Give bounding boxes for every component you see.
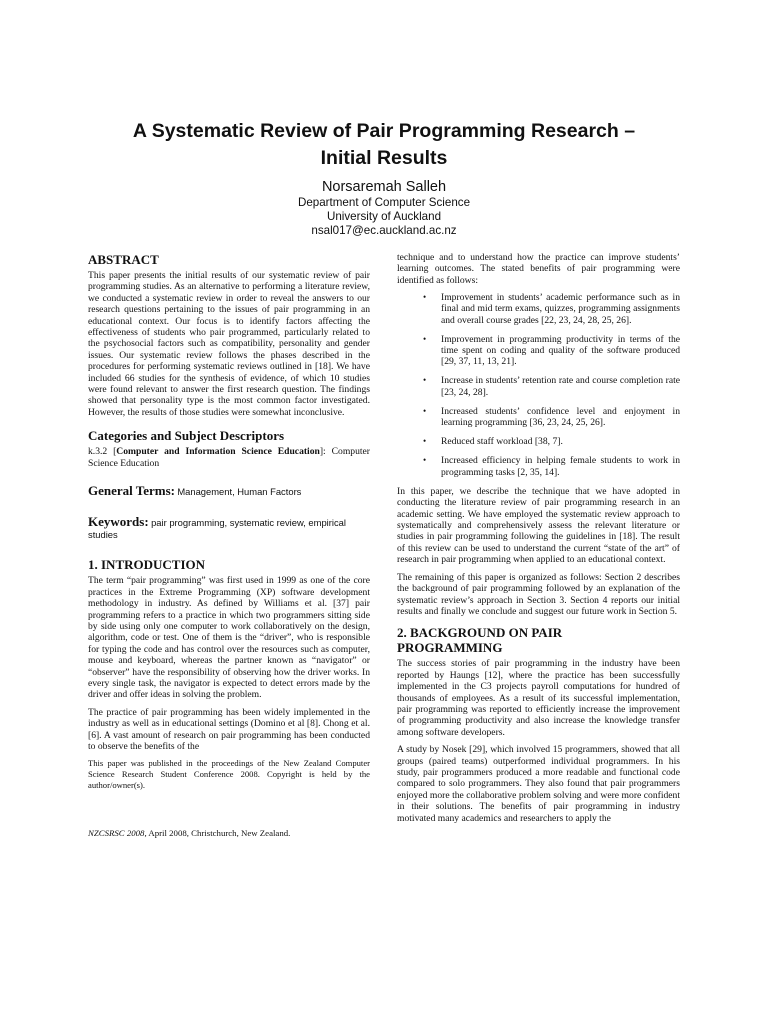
- bullet-icon: •: [423, 292, 427, 303]
- background-heading-line-1: 2. BACKGROUND ON PAIR: [397, 625, 563, 641]
- benefits-intro: technique and to understand how the practice can improve students’ learning outcomes. The stated benefits of pair programming were identified as follows:: [397, 252, 680, 286]
- list-item: • Increased efficiency in helping female students to work in programming tasks [2, 35, 14].: [423, 455, 680, 478]
- categories-rest: ]: Computer Science Education: [88, 446, 370, 469]
- keywords: [88, 513, 370, 542]
- paper-title: [70, 118, 698, 172]
- categories-text: [88, 446, 370, 469]
- introduction-p2: The practice of pair programming has been widely implemented in the industry as well as in educational settings (Domino et al [8]. Chong et al. [6]. A vast amount of research on pair programming has been conducted to observe the benefits of the: [88, 706, 370, 752]
- general-terms: [88, 485, 370, 499]
- keywords-heading: Keywords:: [88, 513, 149, 529]
- venue-name: NZCSRSC 2008: [88, 828, 145, 839]
- background-heading: [397, 625, 680, 655]
- list-item: • Increase in students’ retention rate and course completion rate [23, 24, 28].: [423, 375, 680, 398]
- categories-code: k.3.2 [: [88, 446, 117, 458]
- background-p1: The success stories of pair programming in the industry have been reported by Haungs [12], where the practice has been successfully implemented in the C3 projects payroll computations for hundred of thousands of employees. As a result of its successful implementation, pair programming was reported to efficiently increase the improvement of programming productivity and also increase the knowledge transfer among software developers.: [397, 658, 680, 738]
- general-terms-text: Management, Human Factors: [177, 486, 302, 498]
- general-terms-heading: General Terms:: [88, 483, 176, 499]
- organization-paragraph: The remaining of this paper is organized as follows: Section 2 describes the background of pair programming followed by an explanation of the systematic review’s approach in Section 3. Section 4 reports our initial results and finally we conclude and suggest our future work in Section 5.: [397, 571, 680, 617]
- author-email: nsal017@ec.auckland.ac.nz: [311, 223, 457, 237]
- list-item: • Increased students’ confidence level and enjoyment in learning programming [36, 23, 24, 25, 26].: [423, 405, 680, 429]
- background-p2: A study by Nosek [29], which involved 15 programmers, showed that all groups (paired teams) outperformed individual programmers. In his study, pair programmers produced a more readable and functional code compared to solo programmers. They also found that pair programmers enjoyed more the collaborative problem solving and were more confident in their solutions. The benefits of pair programming in industry motivated many academics and researchers to apply the: [397, 744, 680, 824]
- department: Department of Computer Science: [297, 196, 471, 209]
- categories-heading: Categories and Subject Descriptors: [88, 428, 285, 444]
- benefits-list: [397, 292, 680, 478]
- abstract-heading: ABSTRACT: [88, 252, 159, 267]
- affiliation: [84, 196, 684, 237]
- list-item: • Improvement in students’ academic performance such as in final and mid term exams, quizzes, programming assignments and overall course grades [22, 23, 24, 28, 25, 26].: [423, 292, 680, 326]
- bullet-icon: •: [423, 455, 427, 466]
- venue-rest: , April 2008, Christchurch, New Zealand.: [144, 828, 291, 839]
- approach-paragraph: In this paper, we describe the technique that we have adopted in conducting the literature review of pair programming research in an academic setting. We have employed the systematic review approach to systematically and comprehensively assess the relevant literature or studies in pair programming following the guidelines in [18]. The result of this review can be used to understand the current “state of the art” of research in pair programming when applied to an educational context.: [397, 485, 680, 566]
- introduction-p1: The term “pair programming” was first used in 1999 as one of the core practices in the Extreme Programming (XP) software development methodology in industry. As defined by Williams et al. [37] pair programming refers to a practice in which two programmers sitting side by side using only one computer to work collaboratively on the design, algorithm, code or test. One of them is the “driver”, who is responsible for typing the code and has control over the resources such as computer, mouse and keyboard, whereas the partner known as “navigator” or “observer” have the responsibility of observing how the driver works. In every single task, the navigator is expected to detect errors made by the driver and offer ideas in solving the problem.: [88, 575, 370, 701]
- keywords-text: pair programming, systematic review, empirical studies: [88, 516, 346, 540]
- categories-bold: Computer and Information Science Education: [116, 446, 320, 458]
- list-item: • Improvement in programming productivity in terms of the time spent on coding and quality of the software produced [29, 37, 11, 13, 21].: [423, 333, 680, 368]
- left-column: [88, 252, 370, 839]
- bullet-icon: •: [423, 375, 427, 386]
- bullet-icon: •: [423, 333, 427, 344]
- venue-line: [88, 828, 370, 839]
- title-line-2: Initial Results: [320, 147, 448, 169]
- introduction-heading: 1. INTRODUCTION: [88, 557, 206, 573]
- abstract-text: This paper presents the initial results of our systematic review of pair programming studies. As an alternative to performing a literature review, we conducted a systematic review in order to reveal the answers to our research questions pertaining to the issues of pair programming in an educational context. Our focus is to identify factors affecting the effectiveness of students who pair programmed, particularly related to the psychosocial factors such as compatibility, personality and gender issues. Our systematic review follows the phases described in the procedures for performing systematic reviews outlined in [18]. We have included 66 studies for the synthesis of evidence, of which 10 studies were found relevant to answer the first research question. The findings showed that personality type is the most common factor investigated. However, the results of those studies were somewhat inconclusive.: [88, 270, 370, 418]
- bullet-icon: •: [423, 436, 427, 447]
- background-heading-line-2: PROGRAMMING: [397, 640, 503, 656]
- bullet-icon: •: [423, 405, 427, 416]
- copyright-footnote: This paper was published in the proceedings of the New Zealand Computer Science Research Student Conference 2008. Copyright is held by the author/owner(s).: [88, 758, 370, 790]
- list-item: • Reduced staff workload [38, 7].: [423, 436, 563, 448]
- title-line-1: A Systematic Review of Pair Programming Research –: [132, 120, 636, 142]
- university: University of Auckland: [326, 209, 442, 223]
- author-name: Norsaremah Salleh: [321, 179, 447, 195]
- right-column: [397, 252, 680, 830]
